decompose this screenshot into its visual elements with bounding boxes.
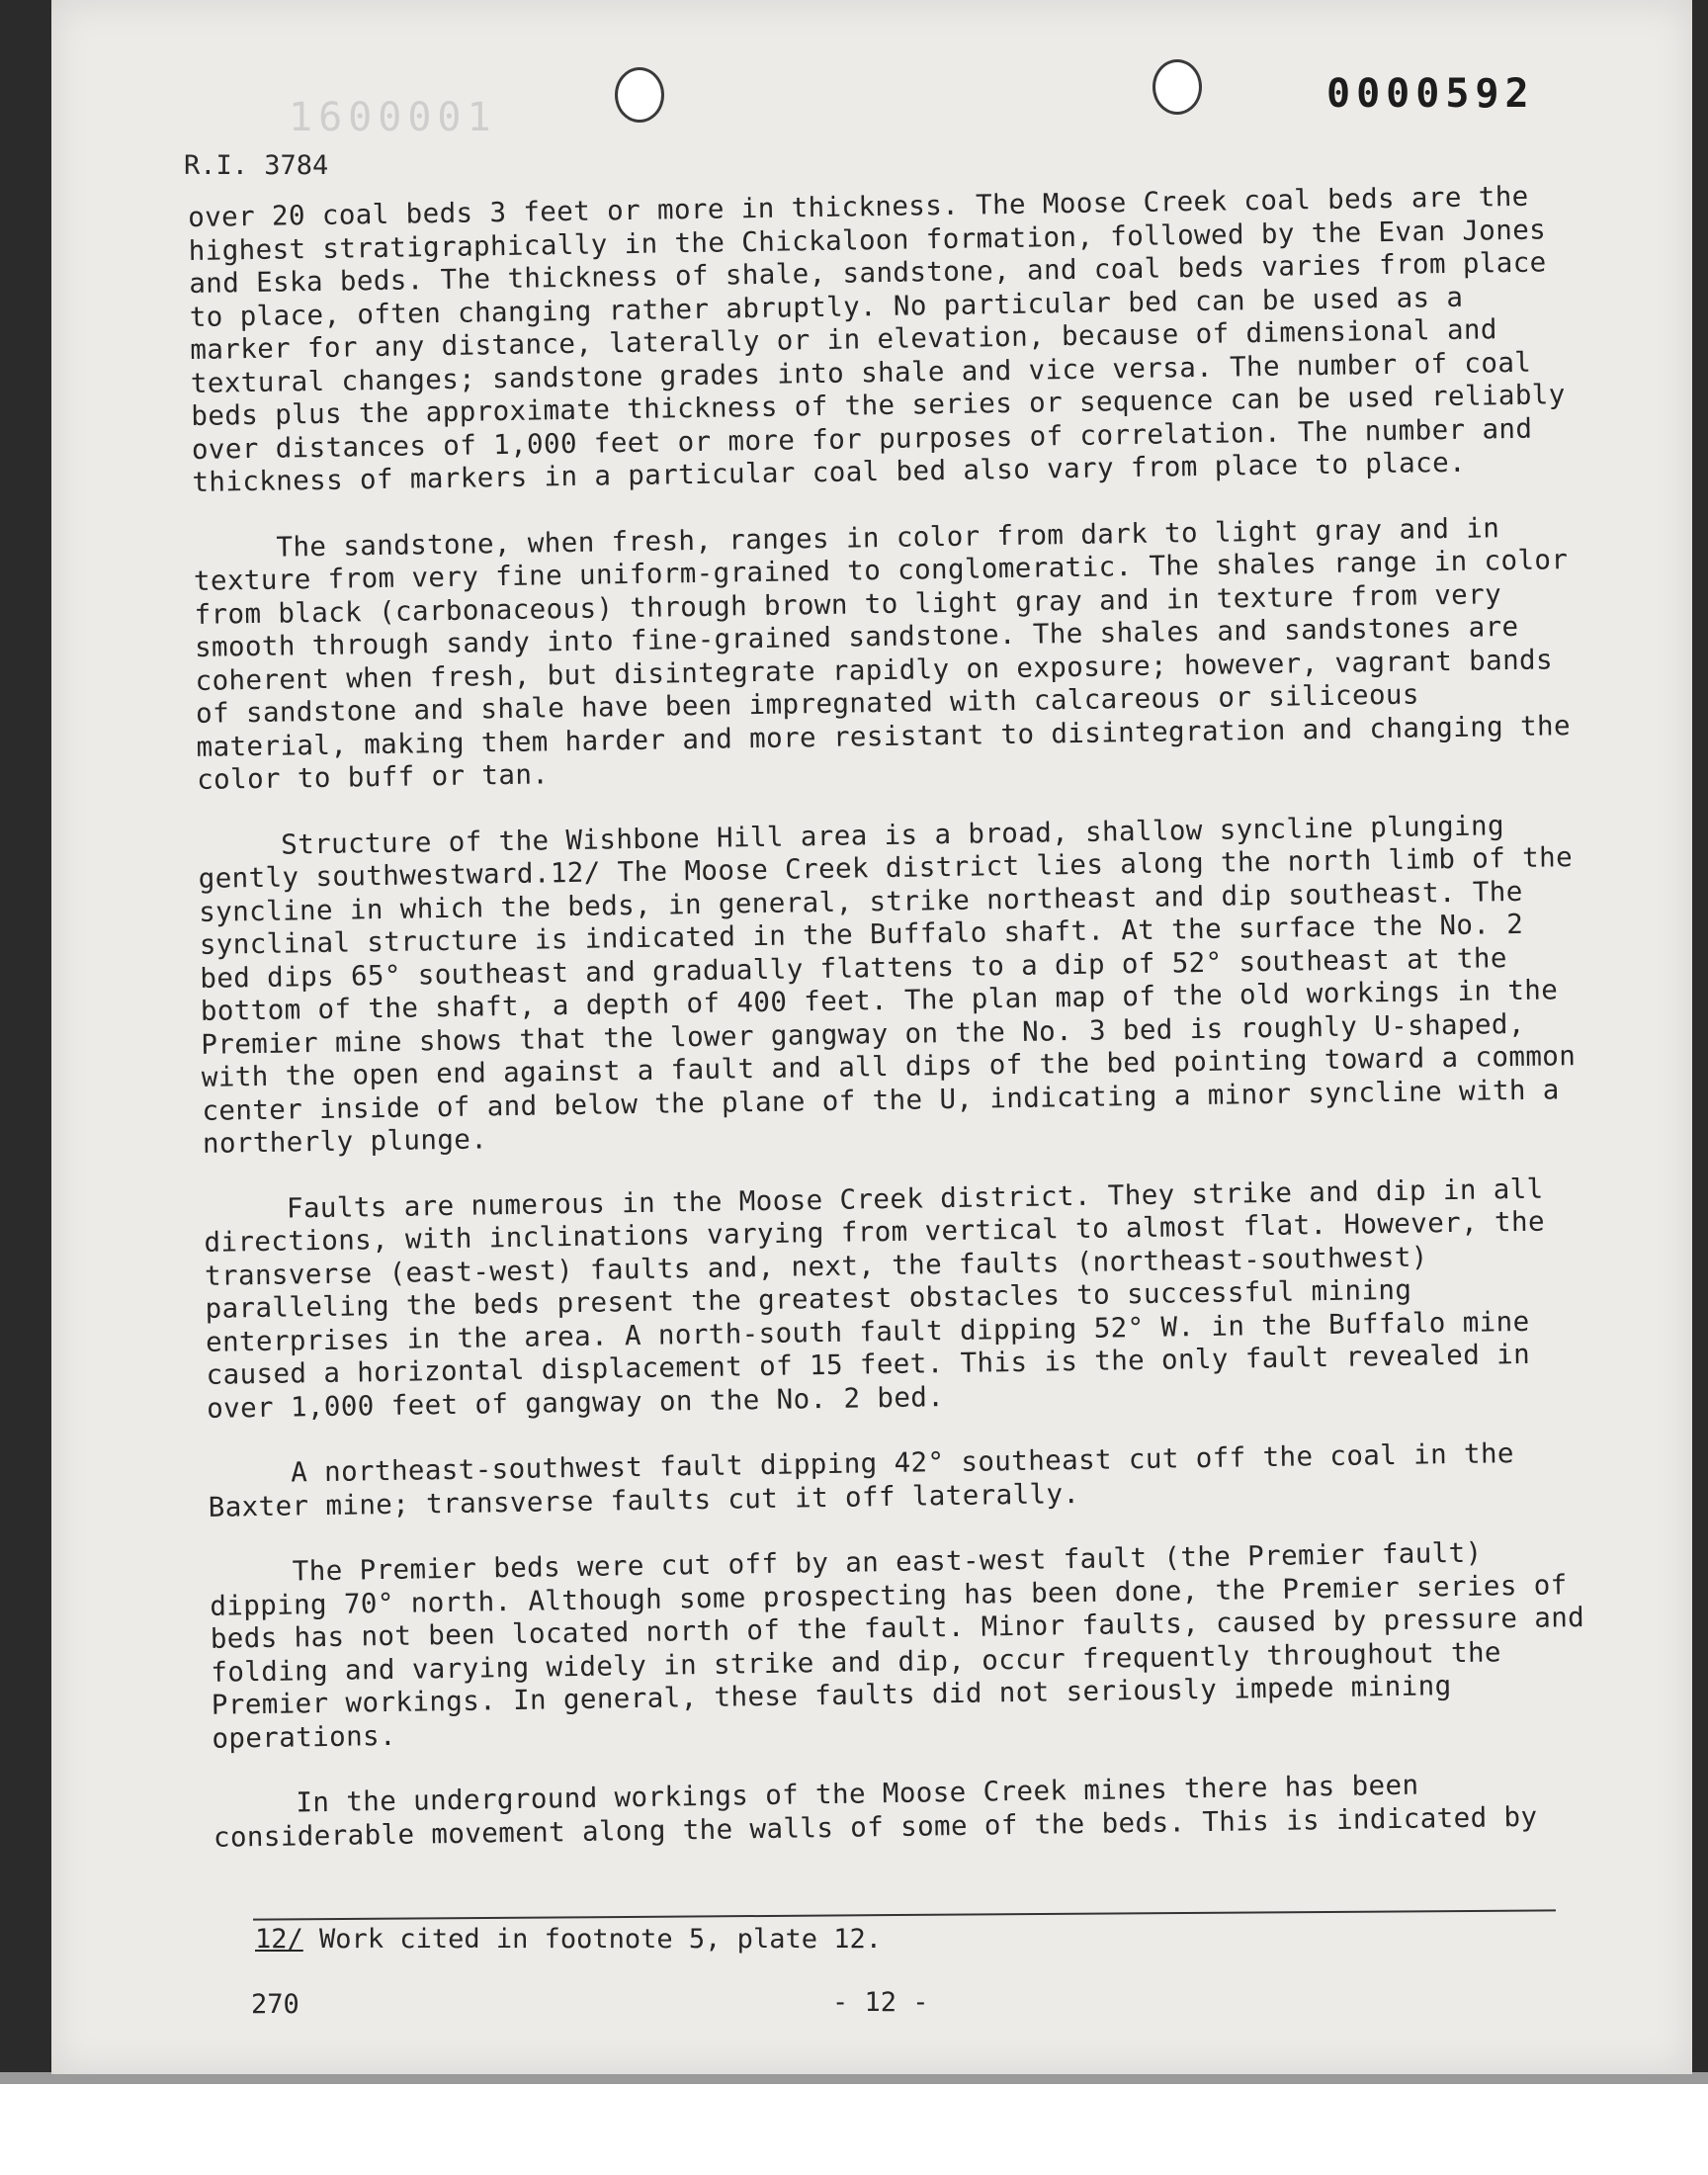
paragraph-2: The sandstone, when fresh, ranges in color from dark to light gray and in texture from very fine uniform-grained to conglomeratic. The shales range in color from black (carbonaceous) through brown to light gray and in texture from very smooth through sandy into fine-grained sandstone. The shales and sandstones are coherent when fresh, but disintegrate rapidly on exposure; however, vagrant bands of sandstone and shale have been impregnated with calcareous or siliceous material, making them harder and more resistant to disintegration and changing the color to buff or tan. — [193, 511, 1572, 796]
paragraph-5: A northeast-southwest fault dipping 42° southeast cut off the coal in the Baxter mine; transverse faults cut it off laterally. — [208, 1437, 1515, 1523]
punch-hole-left — [615, 67, 664, 123]
footnote-text: Work cited in footnote 5, plate 12. — [319, 1924, 882, 1955]
footnote-divider — [253, 1909, 1556, 1920]
body-text — [188, 180, 1598, 1887]
paragraph-1: over 20 coal beds 3 feet or more in thickness. The Moose Creek coal beds are the highest stratigraphically in the Chickaloon formation, followed by the Evan Jones and Eska beds. The thickness of shale, sandstone, and coal beds varies from place to place, often changing rather abruptly. No particular bed can be used as a marker for any distance, laterally or in elevation, because of dimensional and textural changes; sandstone grades into shale and vice versa. The number of coal beds plus the approximate thickness of the series or sequence can be used reliably over distances of 1,000 feet or more for purposes of correlation. The number and thickness of markers in a particular coal bed also vary from place to place. — [188, 180, 1566, 498]
footnote-mark: 12/ — [255, 1924, 303, 1955]
paragraph-3: Structure of the Wishbone Hill area is a broad, shallow syncline plunging gently southwestward.12/ The Moose Creek district lies along the north limb of the syncline in which the beds, in general, strike northeast and dip southeast. The synclinal structure is indicated in the Buffalo shaft. At the surface the No. 2 bed dips 65° southeast and gradually flattens to a dip of 52° southeast at the bottom of the shaft, a depth of 400 feet. The plan map of the old workings in the Premier mine shows that the lower gangway on the No. 3 bed is roughly U-shaped, with the open end against a fault and all dips of the bed pointing toward a common center inside of and below the plane of the U, indicating a minor syncline with a northerly plunge. — [198, 809, 1577, 1160]
page-reference-number: 270 — [251, 1989, 299, 2020]
document-page — [51, 0, 1692, 2074]
page-number: - 12 - — [832, 1987, 929, 2018]
report-id: R.I. 3784 — [184, 150, 329, 181]
bleed-through-number: 1600001 — [289, 95, 497, 140]
paragraph-4: Faults are numerous in the Moose Creek district. They strike and dip in all directions, with inclinations varying from vertical to almost flat. However, the transverse (east-west) faults and, next, the faults (northeast-southwest) paralleling the beds present the greatest obstacles to successful mining enterprises in the area. A north-south fault dipping 52° W. in the Buffalo mine caused a horizontal displacement of 15 feet. This is the only fault revealed in over 1,000 feet of gangway on the No. 2 bed. — [204, 1173, 1546, 1425]
paragraph-7: In the underground workings of the Moose Creek mines there has been considerable movement along the walls of some of the beds. This is indicated by — [213, 1769, 1538, 1854]
punch-hole-right — [1153, 59, 1202, 115]
paragraph-6: The Premier beds were cut off by an east-west fault (the Premier fault) dipping 70° north. Although some prospecting has been done, the Premier series of beds has not been located north of the fault. Minor faults, caused by pressure and folding and varying widely in strike and dip, occur frequently throughout the Premier workings. In general, these faults did not seriously impede mining operations. — [210, 1536, 1585, 1755]
footnote — [255, 1924, 882, 1955]
document-number: 0000592 — [1326, 71, 1535, 117]
